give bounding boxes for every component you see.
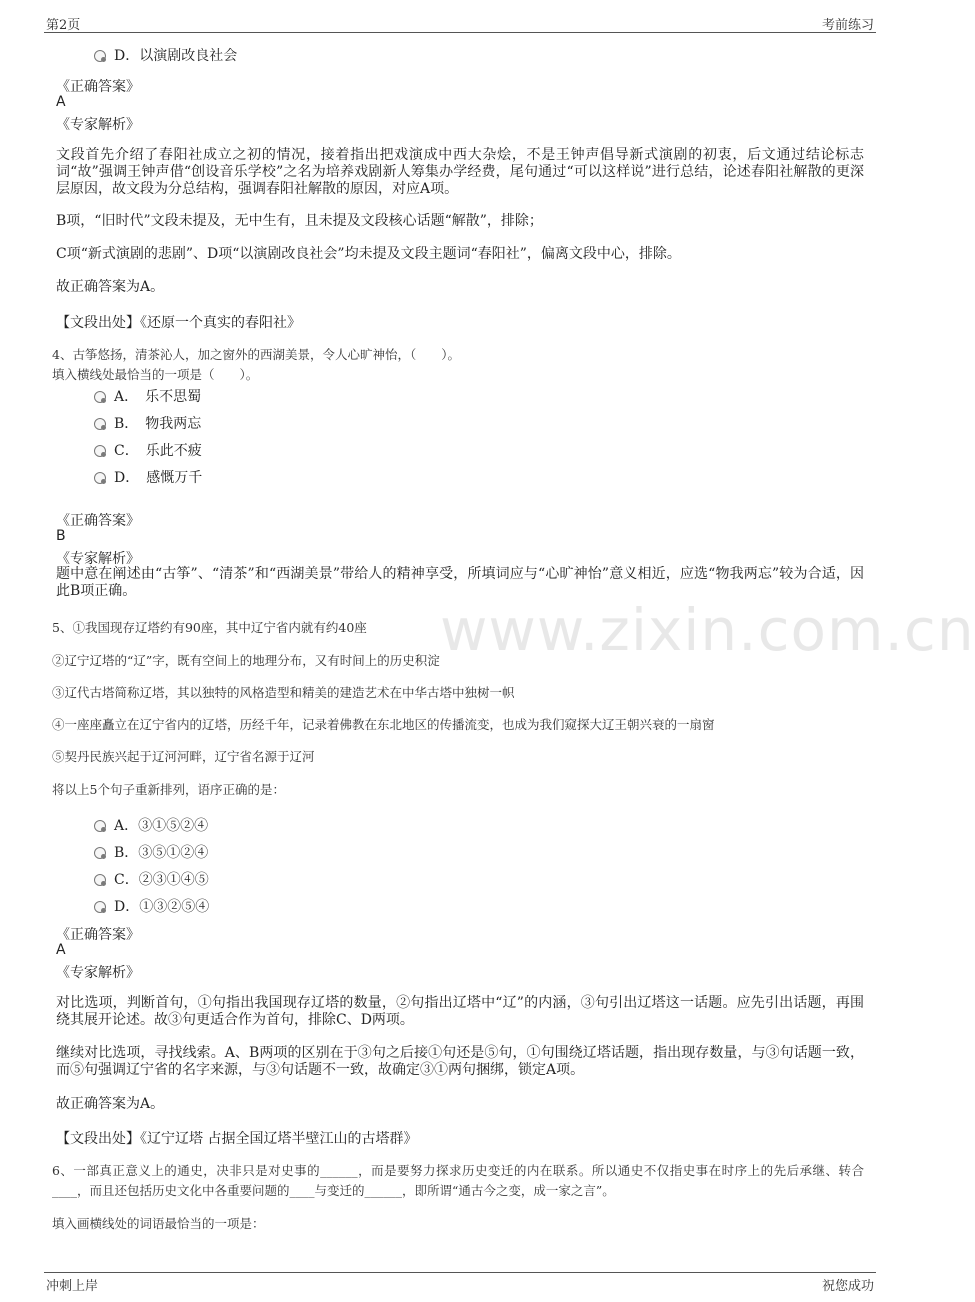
radio-icon[interactable] — [94, 847, 106, 859]
radio-icon[interactable] — [94, 50, 106, 62]
q4-stem: 4、古筝悠扬，清茶沁人，加之窗外的西湖美景，令人心旷神怡，（ ）。 — [52, 347, 460, 362]
q5-analysis-para3: 故正确答案为A。 — [56, 1096, 165, 1112]
q3-analysis-para4: 故正确答案为A。 — [56, 279, 165, 295]
radio-icon[interactable] — [94, 472, 106, 484]
q5-sentence-4: ④一座座矗立在辽宁省内的辽塔，历经千年，记录着佛教在东北地区的传播流变，也成为我们窥探大辽王朝兴衰的一扇窗 — [52, 717, 715, 732]
q5-source: 【文段出处】《辽宁辽塔 占据全国辽塔半壁江山的古塔群》 — [56, 1131, 418, 1147]
q3-answer-label: 《正确答案》 — [56, 79, 140, 95]
q5-prompt: 将以上5个句子重新排列，语序正确的是： — [52, 782, 285, 797]
q4-analysis: 题中意在阐述由“古筝”、“清茶”和“西湖美景”带给人的精神享受，所填词应与“心旷神怡”意义相近，应选“物我两忘”较为合适，因此B项正确。 — [56, 566, 864, 599]
radio-icon[interactable] — [94, 445, 106, 457]
q5-analysis-para2: 继续对比选项，寻找线索。A、B两项的区别在于③句之后接①句还是⑤句，①句围绕辽塔话题，指出现存数量，与③句话题一致，而⑤句强调辽宁省的名字来源，与③句话题不一致，故确定③①两句捆绑，锁定A项。 — [56, 1045, 864, 1078]
page-number: 第2页 — [46, 18, 81, 33]
q4-answer: B — [56, 528, 66, 544]
q5-sentence-2: ②辽宁辽塔的“辽”字，既有空间上的地理分布，又有时间上的历史积淀 — [52, 653, 440, 668]
q3-source: 【文段出处】《还原一个真实的春阳社》 — [56, 315, 301, 331]
radio-icon[interactable] — [94, 874, 106, 886]
q5-analysis-para1: 对比选项，判断首句，①句指出我国现存辽塔的数量，②句指出辽塔中“辽”的内涵，③句引出辽塔这一话题。应先引出话题，再围绕其展开论述。故③句更适合作为首句，排除C、D两项。 — [56, 995, 864, 1028]
q5-sentence-1: 5、①我国现存辽塔约有90座，其中辽宁省内就有约40座 — [52, 620, 367, 635]
header-title: 考前练习 — [821, 18, 874, 33]
q5-analysis-label: 《专家解析》 — [56, 965, 140, 981]
radio-icon[interactable] — [94, 901, 106, 913]
q5-sentence-5: ⑤契丹民族兴起于辽河河畔，辽宁省名源于辽河 — [52, 749, 315, 764]
watermark: www.zixin.com.cn — [440, 596, 975, 664]
page-footer — [44, 1272, 876, 1295]
q3-analysis-para1: 文段首先介绍了春阳社成立之初的情况，接着指出把戏演成中西大杂烩，不是王钟声倡导新式演剧的初衷，后文通过结论标志词“故”强调王钟声借“创设音乐学校”之名为培养戏剧新人筹集办学经费，尾句通过“可以这样说”进行总结，论述春阳社解散的更深层原因，故文段为分总结构，强调春阳社解散的原因，对应A项。 — [56, 147, 864, 197]
q3-analysis-label: 《专家解析》 — [56, 117, 140, 133]
q4-analysis-label: 《专家解析》 — [56, 551, 140, 567]
radio-icon[interactable] — [94, 418, 106, 430]
q6-stem: 6、一部真正意义上的通史，决非只是对史事的______，而是要努力探求历史变迁的内在联系。所以通史不仅指史事在时序上的先后承继、转合____，而且还包括历史文化中各重要问题的____与变迁的______，即所谓“通古今之变，成一家之言”。 — [52, 1163, 864, 1198]
radio-icon[interactable] — [94, 391, 106, 403]
footer-right: 祝您成功 — [821, 1279, 874, 1294]
q6-prompt: 填入画横线处的词语最恰当的一项是： — [52, 1216, 265, 1231]
q5-answer-label: 《正确答案》 — [56, 927, 140, 943]
radio-icon[interactable] — [94, 820, 106, 832]
page-header — [44, 12, 876, 33]
q3-analysis-para2: B项，“旧时代”文段未提及，无中生有，且未提及文段核心话题“解散”，排除； — [56, 213, 543, 229]
q5-sentence-3: ③辽代古塔简称辽塔，其以独特的风格造型和精美的建造艺术在中华古塔中独树一帜 — [52, 685, 515, 700]
q4-answer-label: 《正确答案》 — [56, 513, 140, 529]
q3-analysis-para3: C项“新式演剧的悲剧”、D项“以演剧改良社会”均未提及文段主题词“春阳社”，偏离文段中心，排除。 — [56, 246, 681, 262]
footer-left: 冲刺上岸 — [46, 1279, 99, 1294]
q4-prompt: 填入横线处最恰当的一项是（ ）。 — [52, 367, 259, 382]
q3-answer: A — [56, 94, 66, 110]
q5-answer: A — [56, 942, 66, 958]
